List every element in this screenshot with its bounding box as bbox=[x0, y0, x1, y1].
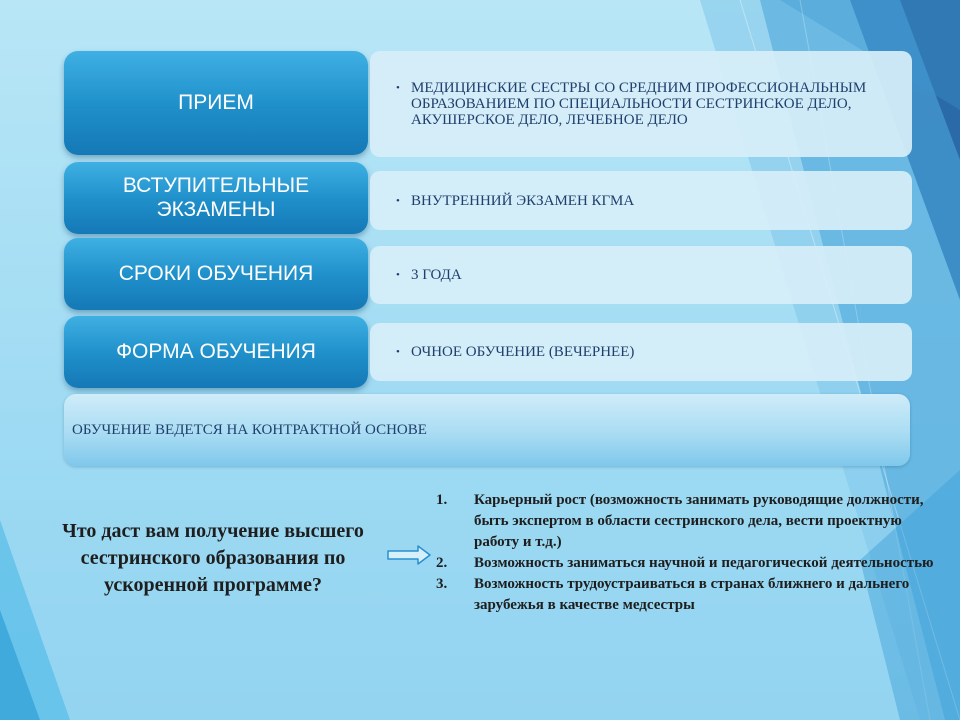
bullet-item bbox=[396, 193, 634, 209]
list-item bbox=[436, 553, 946, 574]
list-item bbox=[436, 490, 946, 553]
row-detail-admission bbox=[370, 51, 912, 157]
row-label-text: СРОКИ ОБУЧЕНИЯ bbox=[118, 262, 314, 285]
question-text: Что даст вам получение высшего сестринского образования по ускоренной программе? bbox=[62, 520, 364, 596]
bullet-item bbox=[396, 80, 892, 128]
row-label-entrance-exams bbox=[64, 162, 368, 234]
row-label-text: ФОРМА ОБУЧЕНИЯ bbox=[116, 340, 316, 363]
bullet-icon: • bbox=[396, 346, 400, 358]
row-detail-entrance-exams bbox=[370, 171, 912, 230]
list-item-number: 2. bbox=[436, 555, 448, 571]
row-detail-text: ОЧНОЕ ОБУЧЕНИЕ (ВЕЧЕРНЕЕ) bbox=[411, 344, 635, 360]
row-detail-duration bbox=[370, 246, 912, 304]
bullet-icon: • bbox=[396, 269, 400, 281]
row-label-text: ПРИЕМ bbox=[178, 91, 254, 114]
bullet-icon: • bbox=[396, 194, 400, 207]
row-detail-study-form bbox=[370, 323, 912, 381]
row-detail-text: ВНУТРЕННИЙ ЭКЗАМЕН КГМА bbox=[411, 192, 635, 209]
row-detail-text: МЕДИЦИНСКИЕ СЕСТРЫ СО СРЕДНИМ ПРОФЕССИОНАЛЬНЫМ ОБРАЗОВАНИЕМ ПО СПЕЦИАЛЬНОСТИ СЕСТРИНСКОЕ ДЕЛО, АКУШЕРСКОЕ ДЕЛО, ЛЕЧЕБНОЕ ДЕЛО bbox=[411, 80, 867, 128]
bullet-item bbox=[396, 344, 634, 360]
bullet-icon: • bbox=[396, 82, 400, 94]
contract-note-text: ОБУЧЕНИЕ ВЕДЕТСЯ НА КОНТРАКТНОЙ ОСНОВЕ bbox=[72, 421, 427, 438]
benefits-list bbox=[436, 490, 946, 616]
row-detail-text: 3 ГОДА bbox=[411, 267, 462, 283]
right-arrow-icon bbox=[386, 545, 432, 565]
list-item-text: Возможность трудоустраиваться в странах ближнего и дальнего зарубежья в качестве медсестры bbox=[474, 576, 910, 613]
list-item-number: 1. bbox=[436, 492, 448, 508]
row-label-admission bbox=[64, 51, 368, 155]
row-label-duration bbox=[64, 238, 368, 310]
list-item bbox=[436, 574, 946, 616]
row-label-text: ВСТУПИТЕЛЬНЫЕ ЭКЗАМЕНЫ bbox=[122, 174, 310, 221]
bullet-item bbox=[396, 267, 462, 283]
row-label-study-form bbox=[64, 316, 368, 388]
list-item-text: Возможность заниматься научной и педагогической деятельностью bbox=[474, 555, 934, 571]
list-item-text: Карьерный рост (возможность занимать руководящие должности, быть экспертом в области сестринского дела, вести проектную работу и т.д.) bbox=[474, 492, 924, 550]
list-item-number: 3. bbox=[436, 576, 448, 592]
contract-note-box bbox=[64, 394, 910, 466]
